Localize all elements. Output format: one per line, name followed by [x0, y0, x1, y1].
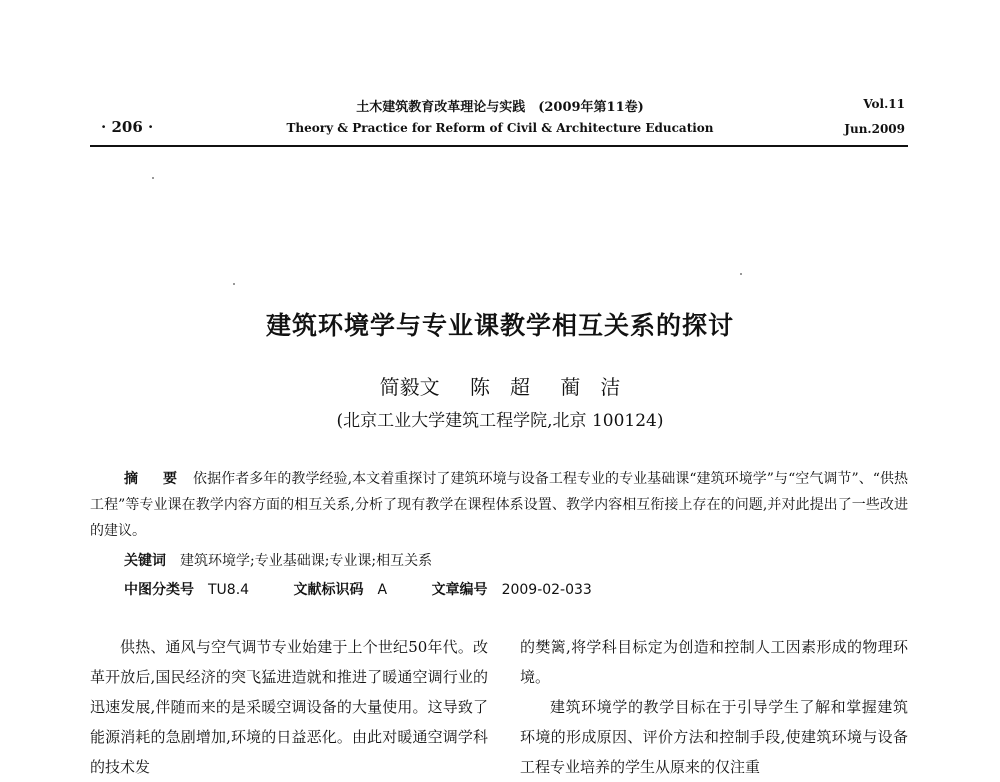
body-paragraph: 的樊篱,将学科目标定为创造和控制人工因素形成的物理环境。: [520, 638, 908, 686]
keywords-text: 建筑环境学;专业基础课;专业课;相互关系: [180, 553, 433, 569]
article-title: 建筑环境学与专业课教学相互关系的探讨: [265, 311, 734, 340]
body-column-left: 供热、通风与空气调节专业始建于上个世纪50年代。改革开放后,国民经济的突飞猛进造就和推进了暖通空调行业的迅速发展,伴随而来的是采暖空调设备的大量使用。这导致了能源消耗的急剧增加,环境的日益恶化。由此对暖通空调学科的技术发: [90, 638, 488, 776]
article-no-value: 2009-02-033: [501, 582, 592, 598]
body-paragraph: 建筑环境学的教学目标在于引导学生了解和掌握建筑环境的形成原因、评价方法和控制手段,使建筑环境与设备工程专业培养的学生从原来的仅注重: [520, 698, 908, 776]
affiliation: (北京工业大学建筑工程学院,北京 100124): [336, 411, 664, 431]
keywords: [124, 550, 432, 570]
keywords-label: 关键词: [124, 553, 166, 569]
abstract-text: 依据作者多年的教学经验,本文着重探讨了建筑环境与设备工程专业的专业基础课“建筑环境学”与“空气调节”、“供热工程”等专业课在教学内容方面的相互关系,分析了现有教学在课程体系设置、教学内容相互衔接上存在的问题,并对此提出了一些改进的建议。: [90, 471, 909, 539]
abstract: [90, 466, 908, 544]
doc-code-value: A: [377, 582, 388, 598]
clc-label: 中图分类号: [124, 582, 194, 598]
clc-value: TU8.4: [208, 582, 250, 598]
header-rule: [90, 145, 908, 147]
author: 蔺 洁: [560, 375, 621, 399]
author: 简毅文: [379, 375, 440, 399]
classification: [124, 579, 632, 599]
author: 陈 超: [470, 375, 530, 399]
abstract-label: 摘 要: [124, 471, 188, 487]
article-no-label: 文章编号: [431, 582, 488, 598]
volume: Vol.11: [863, 97, 905, 111]
scan-speck: [233, 283, 235, 285]
doc-code-label: 文献标识码: [293, 582, 364, 598]
journal-title-en: Theory & Practice for Reform of Civil & Architecture Education: [286, 121, 714, 135]
scan-speck: [740, 273, 742, 275]
author-list: [0, 371, 1000, 400]
page-number: · 206 ·: [101, 118, 154, 136]
journal-title-cn: 土木建筑教育改革理论与实践 (2009年第11卷): [356, 100, 644, 115]
scan-speck: [152, 177, 154, 179]
issue-date: Jun.2009: [844, 122, 905, 136]
